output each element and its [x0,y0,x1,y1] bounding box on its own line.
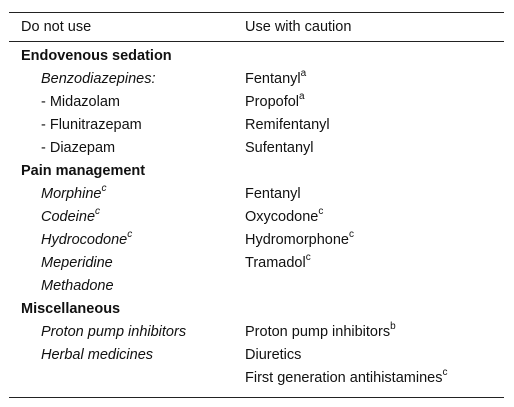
do-not-use-item: Hydrocodone$^c$ [41,229,133,248]
caution-item: Fentanyl [245,186,301,202]
caution-item: Hydromorphone$^c$ [245,229,354,248]
table-header [9,13,504,42]
do-not-use-item: Morphine$^c$ [41,183,107,202]
drug-table [9,12,504,398]
do-not-use-item: Methadone [41,278,114,294]
section-title-endovenous-sedation: Endovenous sedation [21,48,172,64]
do-not-use-item: Meperidine [41,255,113,271]
caution-item: Propofol$^a$ [245,91,305,110]
do-not-use-item: - Flunitrazepam [41,117,142,133]
section-title-pain-management: Pain management [21,163,146,179]
caution-item: Oxycodone$^c$ [245,206,324,225]
do-not-use-item: Herbal medicines [41,347,154,363]
caution-item: Proton pump inhibitors$^b$ [245,321,396,340]
caution-item: Diuretics [245,347,302,363]
do-not-use-item: Proton pump inhibitors [41,324,187,340]
section-title-miscellaneous: Miscellaneous [21,301,121,317]
do-not-use-item: - Diazepam [41,140,116,156]
header-use-with-caution: Use with caution [245,19,352,35]
do-not-use-item: - Midazolam [41,94,120,110]
do-not-use-item: Benzodiazepines: [41,71,156,87]
caution-item: Fentanyl$^a$ [245,68,307,87]
caution-item: First generation antihistamines$^c$ [245,367,448,386]
caution-item: Sufentanyl [245,140,314,156]
do-not-use-item: Codeine$^c$ [41,206,101,225]
header-do-not-use: Do not use [21,19,92,35]
caution-item: Tramadol$^c$ [245,252,311,271]
caution-item: Remifentanyl [245,117,330,133]
